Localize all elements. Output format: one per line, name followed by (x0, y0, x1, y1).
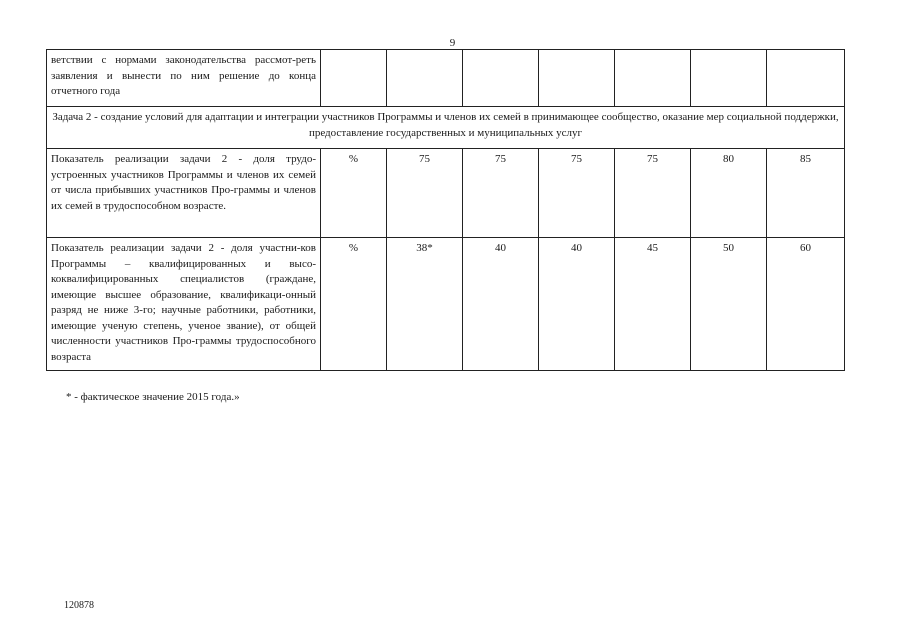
empty-cell (767, 50, 845, 107)
page-number: 9 (449, 37, 456, 49)
empty-cell (321, 50, 387, 107)
indicators-table (46, 49, 845, 371)
document-code: 120878 (64, 600, 94, 611)
value-cell: 75 (387, 149, 463, 238)
value-cell: 40 (539, 238, 615, 371)
task-heading: Задача 2 - создание условий для адаптации и интеграции участников Программы и членов их семей в принимающее сообщество, оказание мер социальной поддержки, предоставление государственных и муниципальных услуг (47, 107, 845, 149)
footnote: * - фактическое значение 2015 года.» (66, 391, 240, 403)
value-cell: 45 (615, 238, 691, 371)
unit-cell: % (321, 149, 387, 238)
value-cell: 75 (539, 149, 615, 238)
continuation-text: ветствии с нормами законодательства рассмот-реть заявления и вынести по ним решение до конца отчетного года (47, 50, 321, 107)
empty-cell (615, 50, 691, 107)
empty-cell (691, 50, 767, 107)
value-cell: 85 (767, 149, 845, 238)
unit-cell: % (321, 238, 387, 371)
value-cell: 80 (691, 149, 767, 238)
empty-cell (539, 50, 615, 107)
value-cell: 75 (615, 149, 691, 238)
value-cell: 40 (463, 238, 539, 371)
value-cell: 60 (767, 238, 845, 371)
task-heading-row (47, 107, 845, 149)
empty-cell (387, 50, 463, 107)
indicator-description: Показатель реализации задачи 2 - доля участни-ков Программы – квалифицированных и высо-коквалифицированных специалистов (граждане, имеющие высшее образование, квалификаци-онный разряд не ниже 3-го; научные работники, работники, имеющие ученую степень, ученое звание), от общей численности участников Про-граммы трудоспособного возраста (47, 238, 321, 371)
table-row (47, 238, 845, 371)
value-cell: 50 (691, 238, 767, 371)
indicator-description: Показатель реализации задачи 2 - доля трудо-устроенных участников Программы и членов их семей от числа прибывших участников Про-граммы и членов их семей в трудоспособном возрасте. (47, 149, 321, 238)
value-cell: 38* (387, 238, 463, 371)
value-cell: 75 (463, 149, 539, 238)
continuation-row (47, 50, 845, 107)
empty-cell (463, 50, 539, 107)
table-row (47, 149, 845, 238)
